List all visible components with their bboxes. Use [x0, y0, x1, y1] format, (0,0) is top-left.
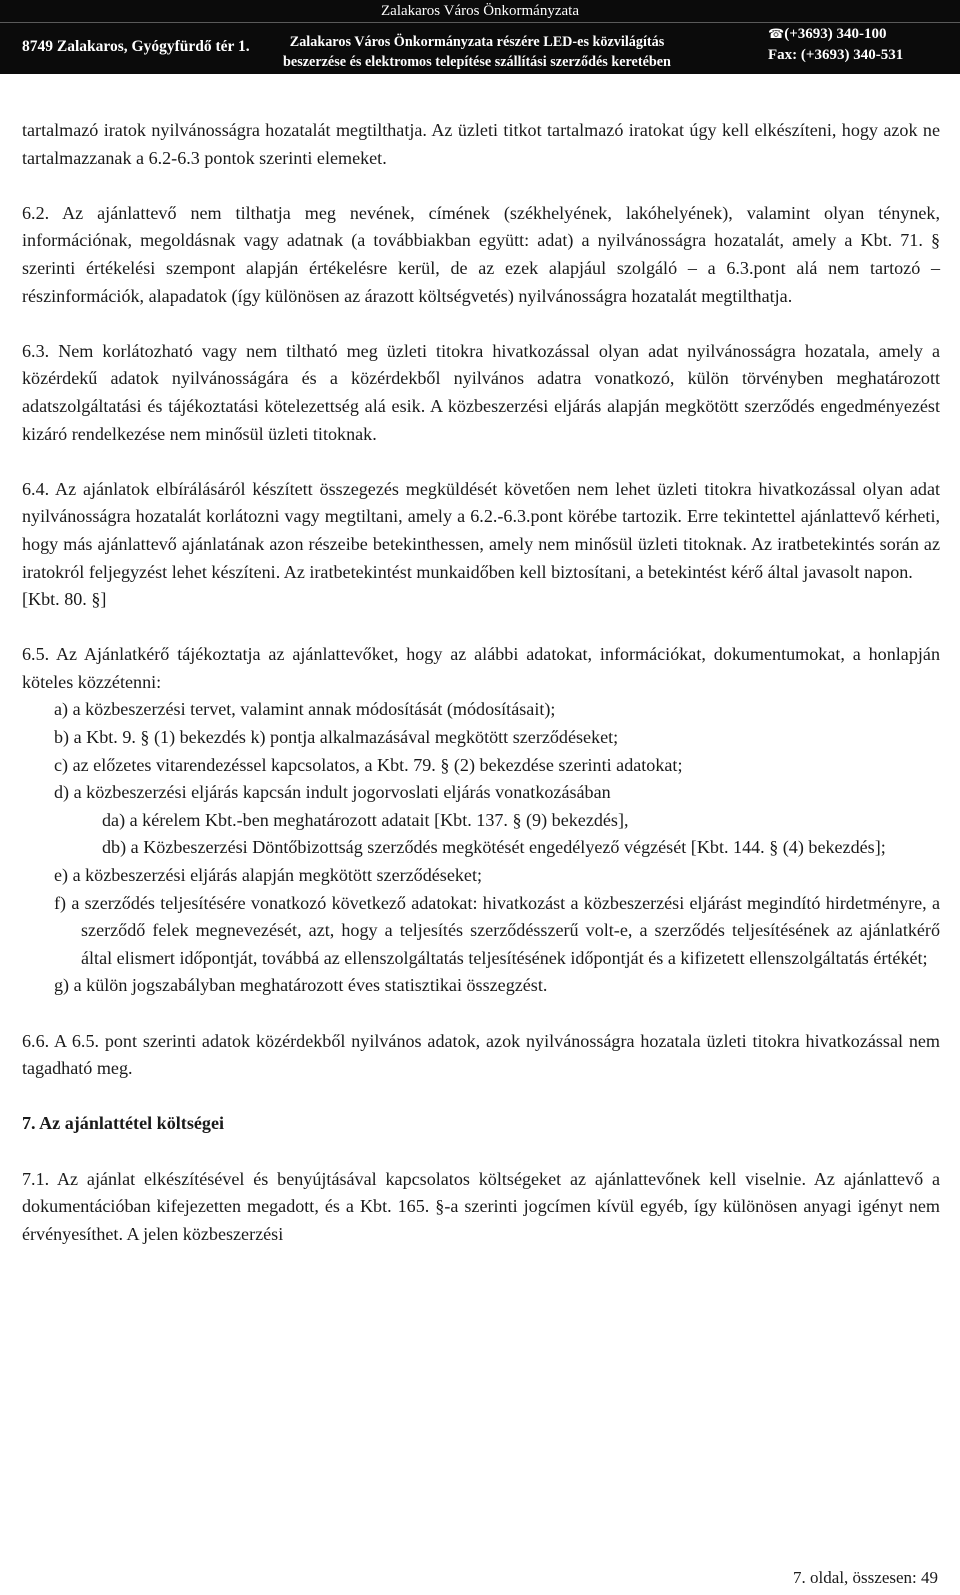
list-item-a: a) a közbeszerzési tervet, valamint annak módosítását (módosításait); [54, 699, 556, 720]
header-phone-row [768, 24, 903, 45]
header-subject-line-1: Zalakaros Város Önkormányzata részére LED-es közvilágítás [289, 34, 665, 50]
paragraph-6-2: 6.2. Az ajánlattevő nem tilthatja meg nevének, címének (székhelyének, lakóhelyének), valamint olyan ténynek, információnak, megoldásnak vagy adatnak (a továbbiakban együtt: adat) a nyilvánosságra hozatalát, amely a Kbt. 71. § szerinti értékelési szempont alapján értékelésre kerül, de az ezek alapjául szolgáló – a 6.3.pont alá nem tartozó – részinformációk, alapadatok (így különösen az árazott költségvetés) nyilvánosságra hozatalát megtilthatja. [22, 202, 940, 306]
header-phone: (+3693) 340-100 [784, 26, 887, 42]
list-item-db: db) a Közbeszerzési Döntőbizottság szerződés megkötését engedélyező végzését [Kbt. 144. § (4) bekezdés]; [102, 837, 886, 858]
paragraph-6-6: 6.6. A 6.5. pont szerinti adatok közérdekből nyilvános adatok, azok nyilvánosságra hozatala üzleti titokra hivatkozással nem tagadható meg. [22, 1030, 940, 1079]
page-number: 7. oldal, összesen: 49 [793, 1568, 938, 1587]
section-heading-7: 7. Az ajánlattétel költségei [22, 1113, 224, 1134]
list-item-b: b) a Kbt. 9. § (1) bekezdés k) pontja alkalmazásával megkötött szerződéseket; [54, 727, 619, 748]
list-item-f: f) a szerződés teljesítésére vonatkozó következő adatokat: hivatkozást a közbeszerzési eljárást megindító hirdetményre, a szerződő felek megnevezését, azt, hogy a teljesítés szerződésszerű volt-e, a szerződés teljesítésének az ajánlatkérő által elismert időpontját, továbbá az ellenszolgáltatás teljesítésének időpontját és a kifizetett ellenszolgáltatás értékét; [54, 892, 940, 968]
header-subject-line-2: beszerzése és elektromos telepítése szállítási szerződés keretében [283, 54, 671, 70]
header-contact [768, 24, 903, 65]
page-header [0, 0, 960, 74]
header-address: 8749 Zalakaros, Gyógyfürdő tér 1. [22, 38, 250, 55]
list-item-da: da) a kérelem Kbt.-ben meghatározott adatait [Kbt. 137. § (9) bekezdés], [102, 809, 629, 830]
telephone-icon: ☎ [768, 27, 785, 42]
paragraph-intro: tartalmazó iratok nyilvánosságra hozatalát megtilthatja. Az üzleti titkot tartalmazó iratokat úgy kell elkészíteni, hogy azok ne tartalmazzanak a 6.2-6.3 pontok szerinti elemeket. [22, 120, 940, 168]
list-item-c: c) az előzetes vitarendezéssel kapcsolatos, a Kbt. 79. § (2) bekezdése szerinti adatokat; [54, 754, 683, 775]
paragraph-6-3: 6.3. Nem korlátozható vagy nem tiltható meg üzleti titokra hivatkozással olyan adat nyilvánosságra hozatala, amely a közérdekű adatok nyilvánosságára és a közérdekből nyilvános adatra vonatkozó, külön törvényben meghatározott adatszolgáltatási és tájékoztatási kötelezettség alá esik. A közbeszerzési eljárás alapján megkötött szerződés engedményezést kizáró rendelkezése nem minősül üzleti titoknak. [22, 340, 940, 444]
header-subject [256, 32, 698, 72]
header-fax: Fax: (+3693) 340-531 [768, 47, 904, 63]
list-item-e: e) a közbeszerzési eljárás alapján megkötött szerződéseket; [54, 865, 483, 886]
list-item-d: d) a közbeszerzési eljárás kapcsán indult jogorvoslati eljárás vonatkozásában [54, 782, 611, 803]
paragraph-6-4-reference: [Kbt. 80. §] [22, 589, 107, 610]
list-item-g: g) a külön jogszabályban meghatározott éves statisztikai összegzést. [54, 975, 548, 996]
paragraph-7-1: 7.1. Az ajánlat elkészítésével és benyújtásával kapcsolatos költségeket az ajánlattevőnek kell viselnie. Az ajánlattevő a dokumentációban kifejezetten megadott, és a Kbt. 165. §-a szerinti jogcímen kívül egyéb, így különösen anyagi igényt nem érvényesíthet. A jelen közbeszerzési [22, 1168, 940, 1244]
header-org-name: Zalakaros Város Önkormányzata [381, 3, 579, 19]
paragraph-6-4: 6.4. Az ajánlatok elbírálásáról készített összegezés megküldését követően nem lehet üzleti titokra hivatkozással olyan adat nyilvánosságra hozatalát korlátozni vagy megtiltani, amely a 6.2.-6.3.pont körébe tartozik. Erre tekintettel ajánlattevő kérheti, hogy más ajánlattevő ajánlatának azon részeibe betekinthessen, amely nem minősül üzleti titoknak. Az iratbetekintés során az iratokról feljegyzést lehet készíteni. Az iratbetekintést munkaidőben kell biztosítani, a betekintést kérő által javasolt napon. [22, 478, 940, 582]
header-divider [0, 22, 960, 23]
paragraph-6-5: 6.5. Az Ajánlatkérő tájékoztatja az ajánlattevőket, hogy az alábbi adatokat, információkat, dokumentumokat, a honlapján köteles közzétenni: [22, 644, 940, 692]
document-body [22, 117, 940, 1248]
